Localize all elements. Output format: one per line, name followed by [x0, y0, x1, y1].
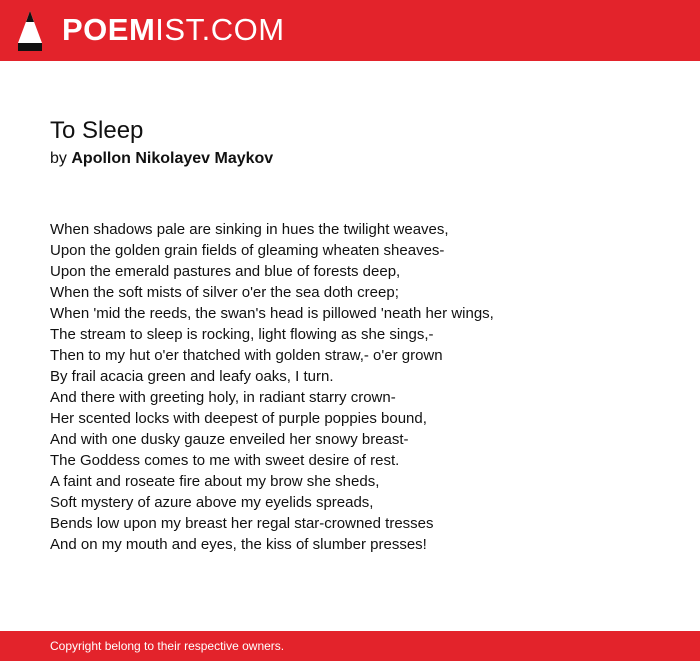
poem-line: Then to my hut o'er thatched with golden straw,- o'er grown [50, 347, 443, 364]
poem-line: When the soft mists of silver o'er the sea doth creep; [50, 284, 399, 301]
poem-line: Bends low upon my breast her regal star-crowned tresses [50, 515, 434, 532]
byline-prefix: by [50, 150, 67, 167]
poem-title: To Sleep [50, 117, 144, 144]
site-header [0, 0, 700, 61]
poem-line: Upon the emerald pastures and blue of forests deep, [50, 263, 401, 280]
site-logo[interactable] [62, 12, 285, 48]
poem-line: The Goddess comes to me with sweet desire of rest. [50, 452, 400, 469]
poem-line: When shadows pale are sinking in hues the twilight weaves, [50, 221, 449, 238]
poem-line: And on my mouth and eyes, the kiss of slumber presses! [50, 536, 427, 553]
pencil-tip-icon[interactable] [16, 9, 44, 53]
poem-line: The stream to sleep is rocking, light flowing as she sings,- [50, 326, 434, 343]
poem-line: Upon the golden grain fields of gleaming wheaten sheaves- [50, 242, 445, 259]
poem-line: A faint and roseate fire about my brow she sheds, [50, 473, 380, 490]
poem-line: Soft mystery of azure above my eyelids spreads, [50, 494, 374, 511]
author-name: Apollon Nikolayev Maykov [71, 150, 274, 167]
site-footer [0, 631, 700, 661]
poem-line: When 'mid the reeds, the swan's head is pillowed 'neath her wings, [50, 305, 494, 322]
byline [50, 149, 273, 169]
poem-line: By frail acacia green and leafy oaks, I turn. [50, 368, 334, 385]
poem-line: And with one dusky gauze enveiled her snowy breast- [50, 431, 409, 448]
logo-text-light: IST.COM [155, 12, 285, 47]
logo-text-bold: POEM [62, 12, 156, 47]
poem-line: And there with greeting holy, in radiant starry crown- [50, 389, 396, 406]
poem-line: Her scented locks with deepest of purple poppies bound, [50, 410, 427, 427]
copyright-text: Copyright belong to their respective owners. [50, 639, 285, 653]
poem-body [50, 219, 494, 555]
